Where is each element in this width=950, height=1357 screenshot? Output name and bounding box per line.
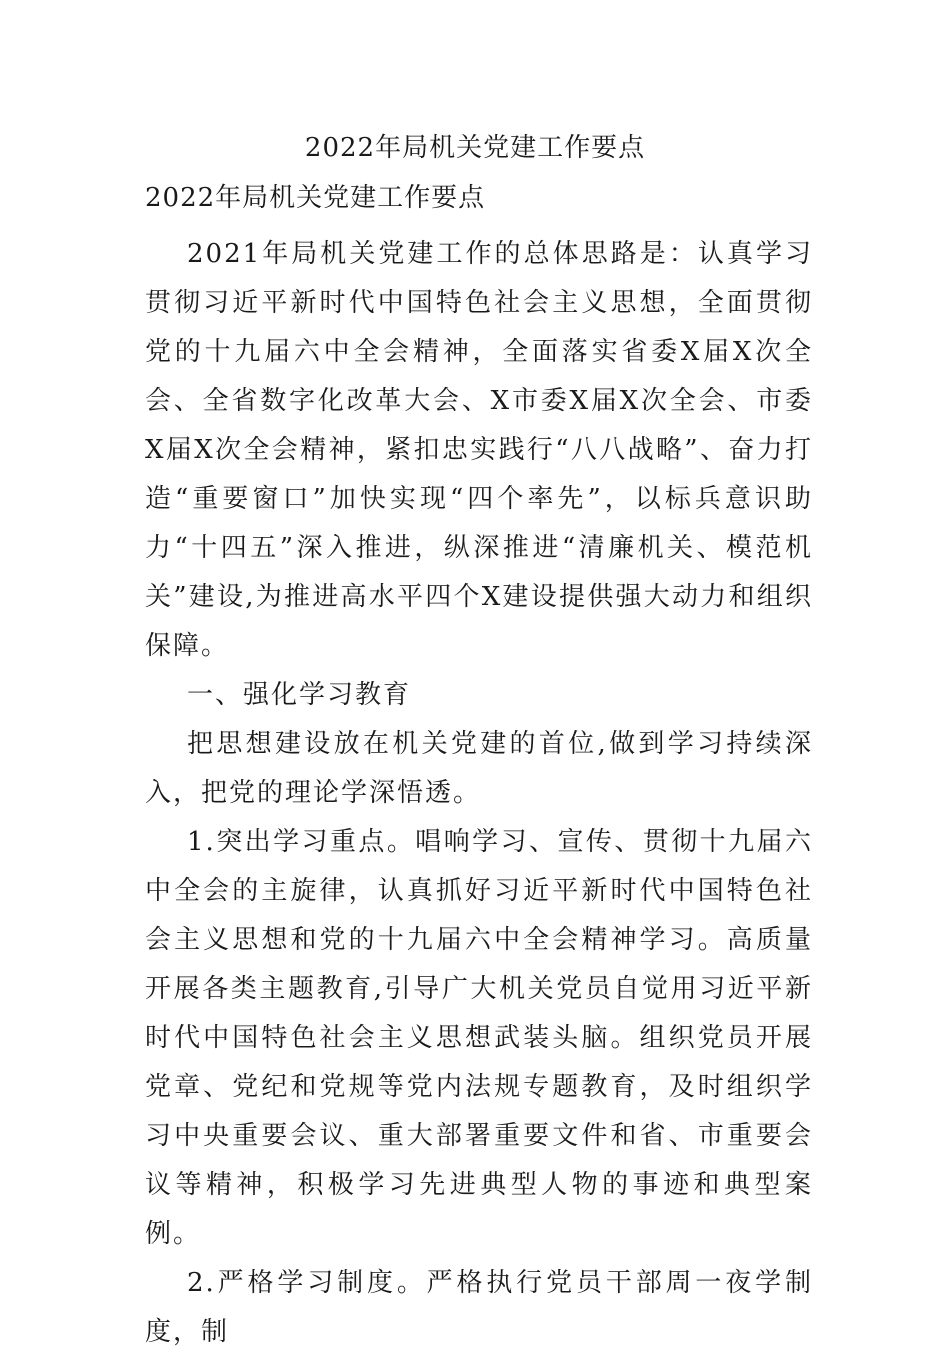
- paragraph-overall-approach: 2021年局机关党建工作的总体思路是：认真学习贯彻习近平新时代中国特色社会主义思想，全面贯彻党的十九届六中全会精神，全面落实省委X届X次全会、全省数字化改革大会、X市委X届X次全会、市委X届X次全会精神，紧扣忠实践行“八八战略”、奋力打造“重要窗口”加快实现“四个率先”，以标兵意识助力“十四五”深入推进，纵深推进“清廉机关、模范机关”建设,为推进高水平四个X建设提供强大动力和组织保障。: [145, 239, 813, 661]
- document-body: [145, 230, 813, 1357]
- paragraph-section-intro: 把思想建设放在机关党建的首位,做到学习持续深入，把党的理论学深悟透。: [145, 729, 813, 808]
- section-heading-learning: 一、强化学习教育: [187, 680, 412, 710]
- document-subtitle: 2022年局机关党建工作要点: [145, 183, 486, 213]
- document-title: 2022年局机关党建工作要点: [304, 133, 646, 163]
- paragraph-item-1: 1.突出学习重点。唱响学习、宣传、贯彻十九届六中全会的主旋律，认真抓好习近平新时代中国特色社会主义思想和党的十九届六中全会精神学习。高质量开展各类主题教育,引导广大机关党员自觉用习近平新时代中国特色社会主义思想武装头脑。组织党员开展党章、党纪和党规等党内法规专题教育，及时组织学习中央重要会议、重大部署重要文件和省、市重要会议等精神，积极学习先进典型人物的事迹和典型案例。: [145, 827, 813, 1249]
- paragraph-item-2: 2.严格学习制度。严格执行党员干部周一夜学制度，制: [145, 1268, 813, 1347]
